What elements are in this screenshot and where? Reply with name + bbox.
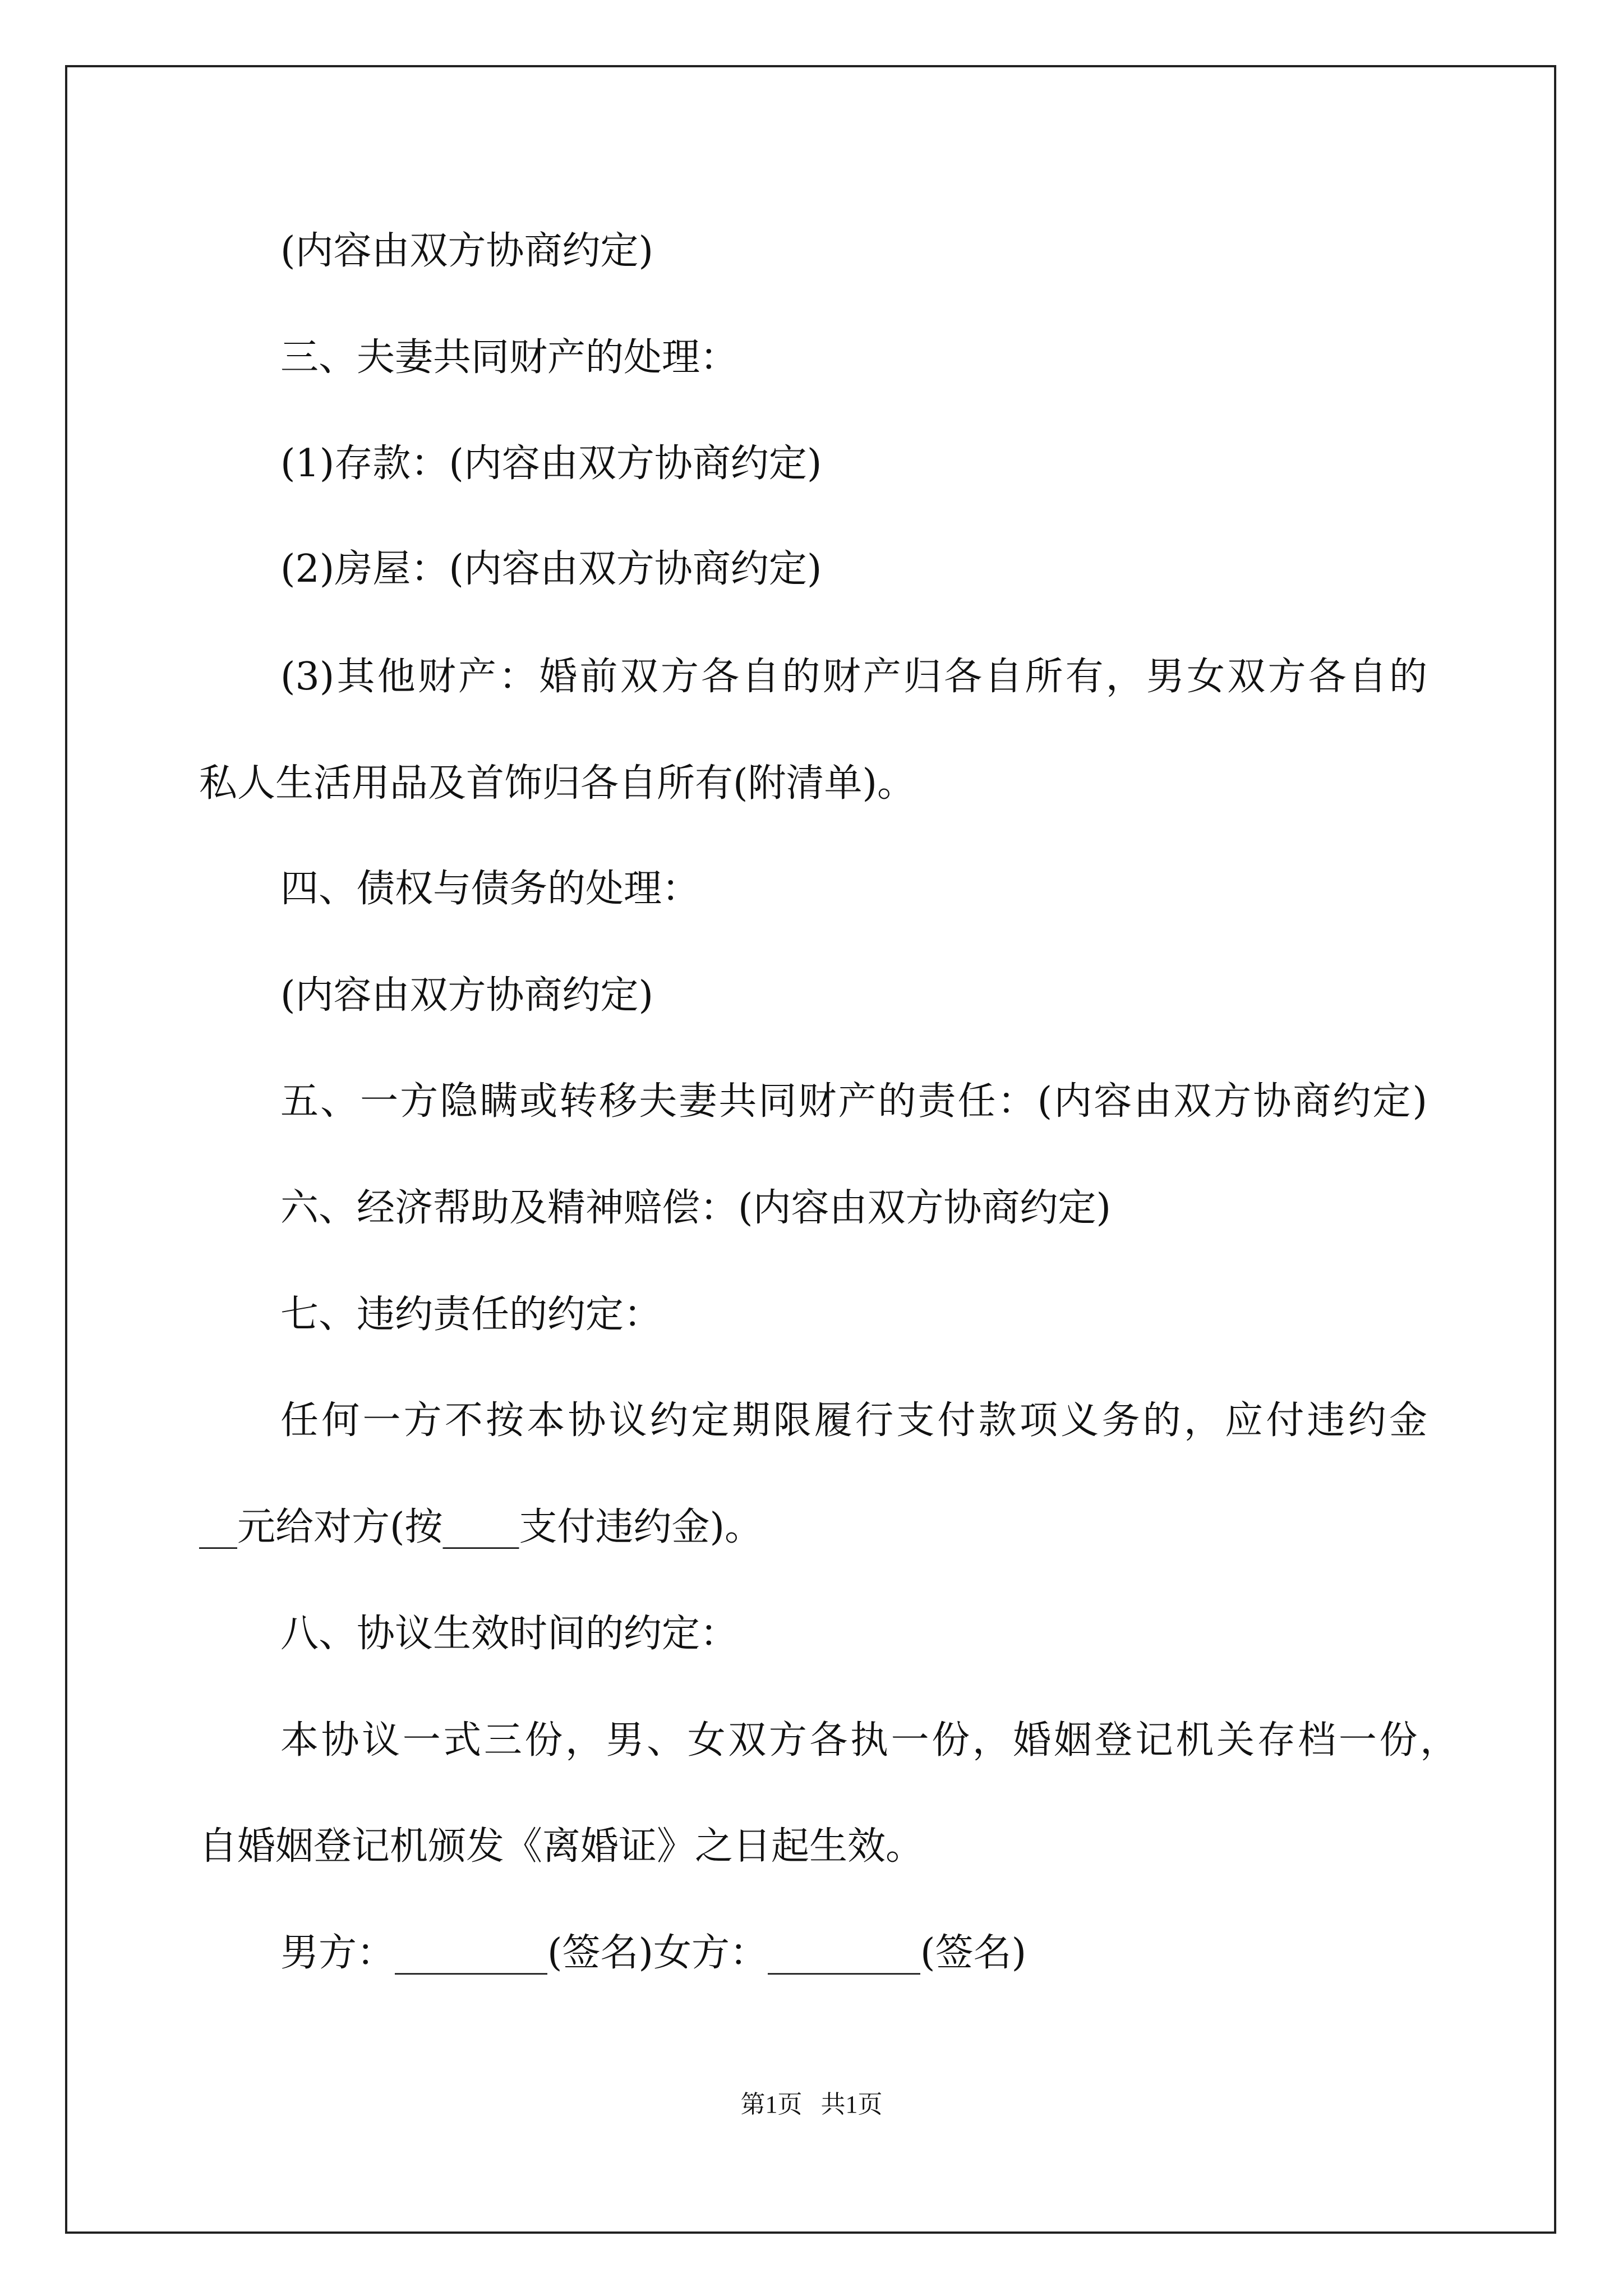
section-heading-4: 四、债权与债务的处理：: [280, 867, 700, 911]
section-heading-6: 六、经济帮助及精神赔偿：(内容由双方协商约定): [280, 1186, 1112, 1230]
paragraph-line: (1)存款：(内容由双方协商约定): [280, 441, 822, 486]
paragraph-line: 任何一方不按本协议约定期限履行支付款项义务的，应付违约金: [280, 1398, 1427, 1443]
paragraph-line: (2)房屋：(内容由双方协商约定): [280, 547, 822, 591]
paragraph-line: 自婚姻登记机颁发《离婚证》之日起生效。: [199, 1824, 924, 1869]
paragraph-line: (内容由双方协商约定): [280, 973, 654, 1018]
section-heading-8: 八、协议生效时间的约定：: [280, 1612, 739, 1656]
page-number-footer: 第1页 共1页: [740, 2091, 883, 2118]
section-heading-7: 七、违约责任的约定：: [280, 1292, 662, 1337]
section-heading-3: 三、夫妻共同财产的处理：: [280, 335, 739, 380]
signature-line: 男方：________(签名)女方：________(签名): [280, 1931, 1027, 1975]
page-border: [65, 65, 1556, 2234]
paragraph-line: (内容由双方协商约定): [280, 229, 654, 273]
paragraph-line: __元给对方(按____支付违约金)。: [199, 1505, 763, 1549]
paragraph-line: (3)其他财产：婚前双方各自的财产归各自所有，男女双方各自的: [280, 655, 1427, 699]
paragraph-line: 私人生活用品及首饰归各自所有(附清单)。: [199, 761, 916, 806]
section-heading-5: 五、一方隐瞒或转移夫妻共同财产的责任：(内容由双方协商约定): [280, 1079, 1427, 1124]
paragraph-line: 本协议一式三份，男、女双方各执一份，婚姻登记机关存档一份，: [280, 1718, 1458, 1763]
